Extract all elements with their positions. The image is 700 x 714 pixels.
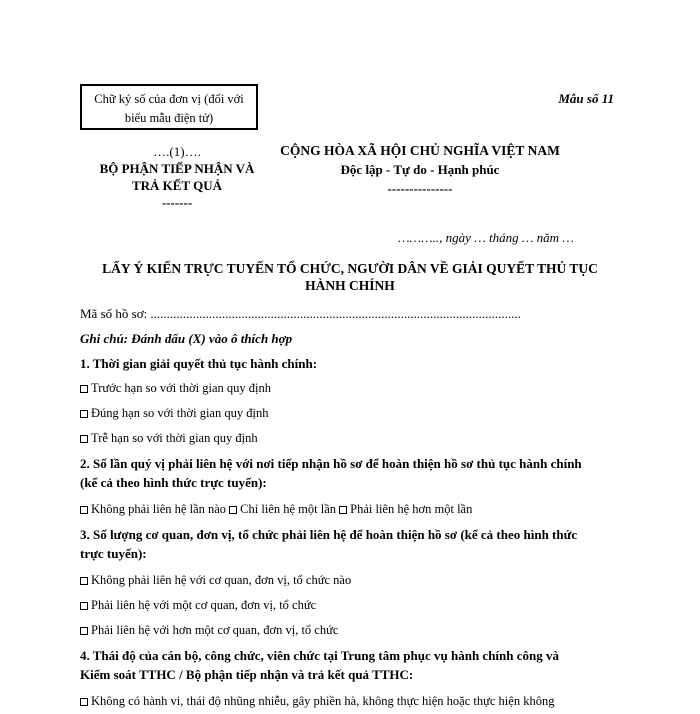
checkbox-icon[interactable] xyxy=(339,506,347,514)
checkbox-icon[interactable] xyxy=(80,435,88,443)
agency-header xyxy=(72,143,282,211)
q2-option-more[interactable]: Phải liên hệ hơn một lần xyxy=(339,502,472,516)
survey-content xyxy=(80,301,620,714)
checkbox-icon[interactable] xyxy=(80,506,88,514)
digital-signature-box xyxy=(80,84,258,130)
q3-option-none[interactable]: Không phải liên hệ với cơ quan, đơn vị, tổ chức nào xyxy=(80,568,620,593)
q3-option-one[interactable]: Phải liên hệ với một cơ quan, đơn vị, tổ chức xyxy=(80,593,620,618)
checkbox-icon[interactable] xyxy=(229,506,237,514)
q2-option-once[interactable]: Chỉ liên hệ một lần xyxy=(229,502,336,516)
q4-option-no-harassment[interactable]: Không có hành vi, thái độ nhũng nhiễu, gây phiền hà, không thực hiện hoặc thực hiện không xyxy=(80,689,620,714)
national-separator: --------------- xyxy=(387,181,453,196)
agency-separator: ------- xyxy=(161,195,193,210)
signature-box-line1: Chữ ký số của đơn vị (đối với xyxy=(94,92,244,106)
checkbox-icon[interactable] xyxy=(80,410,88,418)
q1-option-late[interactable]: Trễ hạn so với thời gian quy định xyxy=(80,426,620,451)
question-3-title: 3. Số lượng cơ quan, đơn vị, tổ chức phải liên hệ để hoàn thiện hồ sơ (kể cả theo hình thức trực tuyến): xyxy=(80,527,578,561)
question-1-title: 1. Thời gian giải quyết thủ tục hành chính: xyxy=(80,356,318,371)
file-code-field[interactable]: Mã số hồ sơ: .................................................................................................................. xyxy=(80,306,521,321)
signature-box-line2: biểu mẫu điện tử) xyxy=(124,111,214,125)
agency-name-line1: BỘ PHẬN TIẾP NHẬN VÀ xyxy=(99,161,255,176)
instruction-note: Ghi chú: Đánh dấu (X) vào ô thích hợp xyxy=(80,331,293,346)
date-line: ……….., ngày … tháng … năm … xyxy=(398,230,574,245)
q2-option-none[interactable]: Không phải liên hệ lần nào xyxy=(80,502,226,516)
document-title xyxy=(90,260,610,294)
national-title: CỘNG HÒA XÃ HỘI CHỦ NGHĨA VIỆT NAM xyxy=(280,143,560,158)
q2-options-row xyxy=(80,497,620,522)
form-number: Mẫu số 11 xyxy=(558,91,614,106)
document-title-line2: HÀNH CHÍNH xyxy=(305,278,395,293)
national-motto: Độc lập - Tự do - Hạnh phúc xyxy=(340,162,500,177)
question-4-title: 4. Thái độ của cán bộ, công chức, viên chức tại Trung tâm phục vụ hành chính công và Kiểm soát TTHC / Bộ phận tiếp nhận và trả kết quả TTHC: xyxy=(80,648,559,682)
checkbox-icon[interactable] xyxy=(80,577,88,585)
checkbox-icon[interactable] xyxy=(80,602,88,610)
agency-code: ….(1)…. xyxy=(153,144,201,159)
q1-option-ontime[interactable]: Đúng hạn so với thời gian quy định xyxy=(80,401,620,426)
document-title-line1: LẤY Ý KIẾN TRỰC TUYẾN TỔ CHỨC, NGƯỜI DÂN VỀ GIẢI QUYẾT THỦ TỤC xyxy=(102,261,598,276)
checkbox-icon[interactable] xyxy=(80,627,88,635)
checkbox-icon[interactable] xyxy=(80,698,88,706)
national-header xyxy=(270,141,570,198)
question-2-title: 2. Số lần quý vị phải liên hệ với nơi tiếp nhận hồ sơ để hoàn thiện hồ sơ thủ tục hành chính (kể cả theo hình thức trực tuyến): xyxy=(80,456,582,490)
q1-option-early[interactable]: Trước hạn so với thời gian quy định xyxy=(80,376,620,401)
q3-option-more[interactable]: Phải liên hệ với hơn một cơ quan, đơn vị, tổ chức xyxy=(80,618,620,643)
agency-name-line2: TRẢ KẾT QUẢ xyxy=(131,178,223,193)
checkbox-icon[interactable] xyxy=(80,385,88,393)
